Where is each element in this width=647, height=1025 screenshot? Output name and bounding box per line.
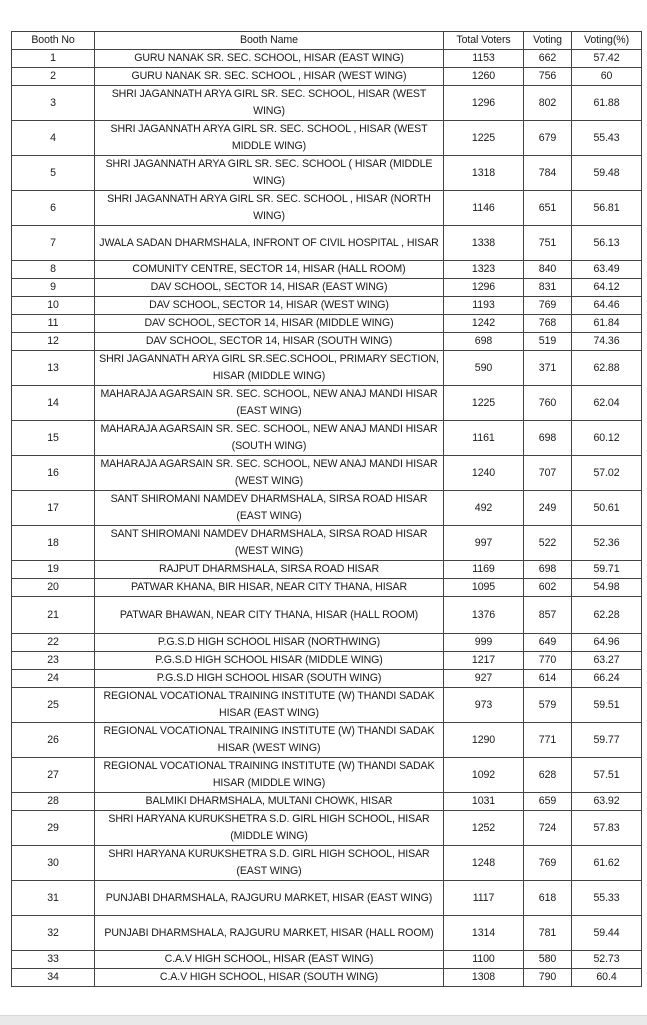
cell-booth-name: SHRI HARYANA KURUKSHETRA S.D. GIRL HIGH SCHOOL, HISAR (EAST WING): [95, 846, 444, 881]
cell-voting-pct: 56.81: [572, 191, 642, 226]
cell-voting-pct: 61.62: [572, 846, 642, 881]
cell-voting: 371: [524, 351, 572, 386]
cell-booth-name: SHRI JAGANNATH ARYA GIRL SR. SEC. SCHOOL , HISAR (NORTH WING): [95, 191, 444, 226]
cell-voting: 756: [524, 68, 572, 86]
cell-booth-no: 34: [12, 969, 95, 987]
cell-voting-pct: 57.02: [572, 456, 642, 491]
cell-voting: 768: [524, 315, 572, 333]
table-row: [12, 916, 642, 951]
table-row: [12, 597, 642, 634]
cell-voting: 784: [524, 156, 572, 191]
cell-total-voters: 590: [444, 351, 524, 386]
cell-booth-no: 31: [12, 881, 95, 916]
cell-voting: 522: [524, 526, 572, 561]
cell-booth-no: 13: [12, 351, 95, 386]
cell-total-voters: 1242: [444, 315, 524, 333]
cell-voting-pct: 59.44: [572, 916, 642, 951]
cell-booth-name: JWALA SADAN DHARMSHALA, INFRONT OF CIVIL HOSPITAL , HISAR: [95, 226, 444, 261]
cell-voting-pct: 52.73: [572, 951, 642, 969]
cell-booth-no: 33: [12, 951, 95, 969]
cell-total-voters: 1314: [444, 916, 524, 951]
cell-booth-no: 11: [12, 315, 95, 333]
cell-booth-no: 22: [12, 634, 95, 652]
cell-voting: 751: [524, 226, 572, 261]
cell-voting-pct: 64.46: [572, 297, 642, 315]
cell-booth-name: RAJPUT DHARMSHALA, SIRSA ROAD HISAR: [95, 561, 444, 579]
cell-voting-pct: 59.48: [572, 156, 642, 191]
cell-booth-name: DAV SCHOOL, SECTOR 14, HISAR (SOUTH WING): [95, 333, 444, 351]
table-row: [12, 156, 642, 191]
cell-voting-pct: 59.71: [572, 561, 642, 579]
cell-booth-no: 30: [12, 846, 95, 881]
cell-voting: 781: [524, 916, 572, 951]
cell-voting-pct: 63.49: [572, 261, 642, 279]
cell-booth-name: SHRI JAGANNATH ARYA GIRL SR. SEC. SCHOOL, HISAR (WEST WING): [95, 86, 444, 121]
table-row: [12, 811, 642, 846]
cell-voting: 659: [524, 793, 572, 811]
cell-total-voters: 1252: [444, 811, 524, 846]
cell-booth-no: 3: [12, 86, 95, 121]
table-row: [12, 421, 642, 456]
cell-voting-pct: 64.12: [572, 279, 642, 297]
cell-booth-name: DAV SCHOOL, SECTOR 14, HISAR (MIDDLE WING): [95, 315, 444, 333]
header-booth-name: Booth Name: [95, 32, 444, 50]
cell-booth-no: 18: [12, 526, 95, 561]
cell-booth-name: SHRI HARYANA KURUKSHETRA S.D. GIRL HIGH SCHOOL, HISAR (MIDDLE WING): [95, 811, 444, 846]
cell-booth-no: 25: [12, 688, 95, 723]
cell-total-voters: 1169: [444, 561, 524, 579]
header-voting: Voting: [524, 32, 572, 50]
cell-voting: 790: [524, 969, 572, 987]
cell-booth-name: BALMIKI DHARMSHALA, MULTANI CHOWK, HISAR: [95, 793, 444, 811]
cell-total-voters: 1153: [444, 50, 524, 68]
cell-voting-pct: 55.43: [572, 121, 642, 156]
cell-booth-no: 20: [12, 579, 95, 597]
cell-booth-no: 26: [12, 723, 95, 758]
cell-voting: 602: [524, 579, 572, 597]
cell-booth-no: 1: [12, 50, 95, 68]
cell-booth-name: SANT SHIROMANI NAMDEV DHARMSHALA, SIRSA ROAD HISAR (EAST WING): [95, 491, 444, 526]
cell-booth-no: 7: [12, 226, 95, 261]
cell-booth-name: P.G.S.D HIGH SCHOOL HISAR (SOUTH WING): [95, 670, 444, 688]
cell-voting: 618: [524, 881, 572, 916]
cell-voting: 580: [524, 951, 572, 969]
table-row: [12, 333, 642, 351]
table-row: [12, 670, 642, 688]
cell-total-voters: 698: [444, 333, 524, 351]
cell-total-voters: 1092: [444, 758, 524, 793]
cell-total-voters: 973: [444, 688, 524, 723]
cell-total-voters: 1193: [444, 297, 524, 315]
cell-total-voters: 1100: [444, 951, 524, 969]
cell-total-voters: 1146: [444, 191, 524, 226]
table-row: [12, 491, 642, 526]
cell-voting: 771: [524, 723, 572, 758]
cell-booth-name: DAV SCHOOL, SECTOR 14, HISAR (EAST WING): [95, 279, 444, 297]
table-row: [12, 226, 642, 261]
table-body: [12, 50, 642, 987]
table-row: [12, 793, 642, 811]
cell-total-voters: 1376: [444, 597, 524, 634]
cell-booth-no: 9: [12, 279, 95, 297]
cell-voting-pct: 55.33: [572, 881, 642, 916]
header-booth-no: Booth No: [12, 32, 95, 50]
cell-voting-pct: 62.28: [572, 597, 642, 634]
cell-total-voters: 1260: [444, 68, 524, 86]
cell-voting-pct: 60: [572, 68, 642, 86]
cell-voting-pct: 57.51: [572, 758, 642, 793]
header-total-voters: Total Voters: [444, 32, 524, 50]
cell-voting-pct: 60.4: [572, 969, 642, 987]
table-row: [12, 758, 642, 793]
cell-voting: 707: [524, 456, 572, 491]
cell-voting-pct: 57.83: [572, 811, 642, 846]
cell-booth-name: PATWAR BHAWAN, NEAR CITY THANA, HISAR (HALL ROOM): [95, 597, 444, 634]
cell-voting: 840: [524, 261, 572, 279]
cell-total-voters: 927: [444, 670, 524, 688]
cell-voting-pct: 54.98: [572, 579, 642, 597]
cell-total-voters: 1296: [444, 86, 524, 121]
cell-booth-name: C.A.V HIGH SCHOOL, HISAR (SOUTH WING): [95, 969, 444, 987]
table-row: [12, 50, 642, 68]
cell-booth-name: PUNJABI DHARMSHALA, RAJGURU MARKET, HISAR (EAST WING): [95, 881, 444, 916]
cell-booth-no: 4: [12, 121, 95, 156]
cell-booth-no: 10: [12, 297, 95, 315]
cell-booth-no: 24: [12, 670, 95, 688]
cell-voting: 679: [524, 121, 572, 156]
cell-total-voters: 1095: [444, 579, 524, 597]
table-row: [12, 191, 642, 226]
cell-total-voters: 1296: [444, 279, 524, 297]
cell-voting: 698: [524, 421, 572, 456]
cell-booth-no: 28: [12, 793, 95, 811]
cell-booth-name: MAHARAJA AGARSAIN SR. SEC. SCHOOL, NEW ANAJ MANDI HISAR (WEST WING): [95, 456, 444, 491]
cell-booth-no: 32: [12, 916, 95, 951]
cell-total-voters: 1323: [444, 261, 524, 279]
cell-booth-name: REGIONAL VOCATIONAL TRAINING INSTITUTE (W) THANDI SADAK HISAR (EAST WING): [95, 688, 444, 723]
cell-voting-pct: 52.36: [572, 526, 642, 561]
table-row: [12, 846, 642, 881]
table-row: [12, 579, 642, 597]
cell-total-voters: 1318: [444, 156, 524, 191]
table-row: [12, 315, 642, 333]
cell-voting-pct: 62.04: [572, 386, 642, 421]
cell-voting-pct: 62.88: [572, 351, 642, 386]
cell-booth-no: 12: [12, 333, 95, 351]
cell-total-voters: 1217: [444, 652, 524, 670]
header-voting-pct: Voting(%): [572, 32, 642, 50]
cell-booth-name: COMUNITY CENTRE, SECTOR 14, HISAR (HALL ROOM): [95, 261, 444, 279]
cell-booth-no: 5: [12, 156, 95, 191]
cell-booth-no: 17: [12, 491, 95, 526]
table-row: [12, 386, 642, 421]
table-row: [12, 351, 642, 386]
cell-total-voters: 1290: [444, 723, 524, 758]
cell-total-voters: 1338: [444, 226, 524, 261]
cell-booth-name: PATWAR KHANA, BIR HISAR, NEAR CITY THANA, HISAR: [95, 579, 444, 597]
cell-voting-pct: 56.13: [572, 226, 642, 261]
cell-voting: 649: [524, 634, 572, 652]
table-row: [12, 456, 642, 491]
cell-total-voters: 1031: [444, 793, 524, 811]
cell-booth-name: SANT SHIROMANI NAMDEV DHARMSHALA, SIRSA ROAD HISAR (WEST WING): [95, 526, 444, 561]
cell-booth-no: 16: [12, 456, 95, 491]
cell-booth-no: 2: [12, 68, 95, 86]
table-row: [12, 526, 642, 561]
cell-total-voters: 1161: [444, 421, 524, 456]
table-row: [12, 634, 642, 652]
cell-booth-name: REGIONAL VOCATIONAL TRAINING INSTITUTE (W) THANDI SADAK HISAR (MIDDLE WING): [95, 758, 444, 793]
cell-voting-pct: 63.92: [572, 793, 642, 811]
cell-voting: 519: [524, 333, 572, 351]
cell-total-voters: 1240: [444, 456, 524, 491]
table-row: [12, 723, 642, 758]
cell-total-voters: 1308: [444, 969, 524, 987]
cell-booth-no: 27: [12, 758, 95, 793]
cell-voting-pct: 63.27: [572, 652, 642, 670]
table-row: [12, 969, 642, 987]
cell-voting-pct: 66.24: [572, 670, 642, 688]
cell-booth-name: MAHARAJA AGARSAIN SR. SEC. SCHOOL, NEW ANAJ MANDI HISAR (EAST WING): [95, 386, 444, 421]
cell-total-voters: 997: [444, 526, 524, 561]
cell-booth-no: 19: [12, 561, 95, 579]
cell-booth-name: GURU NANAK SR. SEC. SCHOOL, HISAR (EAST WING): [95, 50, 444, 68]
table-row: [12, 261, 642, 279]
booth-voting-table: [11, 31, 642, 987]
cell-booth-no: 29: [12, 811, 95, 846]
cell-booth-no: 6: [12, 191, 95, 226]
cell-voting: 769: [524, 846, 572, 881]
cell-voting-pct: 59.51: [572, 688, 642, 723]
cell-total-voters: 1225: [444, 121, 524, 156]
cell-voting-pct: 64.96: [572, 634, 642, 652]
cell-booth-no: 8: [12, 261, 95, 279]
cell-voting: 662: [524, 50, 572, 68]
cell-booth-name: P.G.S.D HIGH SCHOOL HISAR (NORTHWING): [95, 634, 444, 652]
cell-voting: 724: [524, 811, 572, 846]
cell-booth-no: 21: [12, 597, 95, 634]
cell-booth-name: GURU NANAK SR. SEC. SCHOOL , HISAR (WEST WING): [95, 68, 444, 86]
cell-voting: 698: [524, 561, 572, 579]
table-row: [12, 86, 642, 121]
table-row: [12, 121, 642, 156]
cell-booth-name: C.A.V HIGH SCHOOL, HISAR (EAST WING): [95, 951, 444, 969]
cell-voting-pct: 50.61: [572, 491, 642, 526]
cell-voting: 628: [524, 758, 572, 793]
cell-booth-name: SHRI JAGANNATH ARYA GIRL SR.SEC.SCHOOL, PRIMARY SECTION, HISAR (MIDDLE WING): [95, 351, 444, 386]
cell-total-voters: 1248: [444, 846, 524, 881]
cell-voting-pct: 74.36: [572, 333, 642, 351]
cell-voting: 249: [524, 491, 572, 526]
table-row: [12, 279, 642, 297]
cell-booth-name: P.G.S.D HIGH SCHOOL HISAR (MIDDLE WING): [95, 652, 444, 670]
cell-voting: 802: [524, 86, 572, 121]
cell-total-voters: 492: [444, 491, 524, 526]
cell-voting: 857: [524, 597, 572, 634]
cell-voting: 760: [524, 386, 572, 421]
cell-total-voters: 999: [444, 634, 524, 652]
table-header: [12, 32, 642, 50]
cell-booth-name: SHRI JAGANNATH ARYA GIRL SR. SEC. SCHOOL ( HISAR (MIDDLE WING): [95, 156, 444, 191]
cell-total-voters: 1225: [444, 386, 524, 421]
cell-booth-name: PUNJABI DHARMSHALA, RAJGURU MARKET, HISAR (HALL ROOM): [95, 916, 444, 951]
cell-voting-pct: 61.88: [572, 86, 642, 121]
table-row: [12, 881, 642, 916]
cell-booth-no: 15: [12, 421, 95, 456]
document-page: [11, 31, 641, 987]
cell-booth-name: MAHARAJA AGARSAIN SR. SEC. SCHOOL, NEW ANAJ MANDI HISAR (SOUTH WING): [95, 421, 444, 456]
table-row: [12, 297, 642, 315]
table-row: [12, 951, 642, 969]
table-row: [12, 652, 642, 670]
table-row: [12, 561, 642, 579]
cell-booth-no: 14: [12, 386, 95, 421]
header-row: [12, 32, 642, 50]
cell-voting: 614: [524, 670, 572, 688]
cell-voting-pct: 60.12: [572, 421, 642, 456]
cell-booth-no: 23: [12, 652, 95, 670]
cell-total-voters: 1117: [444, 881, 524, 916]
table-row: [12, 68, 642, 86]
table-row: [12, 688, 642, 723]
cell-voting-pct: 57.42: [572, 50, 642, 68]
cell-booth-name: SHRI JAGANNATH ARYA GIRL SR. SEC. SCHOOL , HISAR (WEST MIDDLE WING): [95, 121, 444, 156]
cell-voting-pct: 59.77: [572, 723, 642, 758]
cell-booth-name: DAV SCHOOL, SECTOR 14, HISAR (WEST WING): [95, 297, 444, 315]
cell-booth-name: REGIONAL VOCATIONAL TRAINING INSTITUTE (W) THANDI SADAK HISAR (WEST WING): [95, 723, 444, 758]
cell-voting-pct: 61.84: [572, 315, 642, 333]
cell-voting: 579: [524, 688, 572, 723]
cell-voting: 651: [524, 191, 572, 226]
cell-voting: 831: [524, 279, 572, 297]
cell-voting: 769: [524, 297, 572, 315]
cell-voting: 770: [524, 652, 572, 670]
